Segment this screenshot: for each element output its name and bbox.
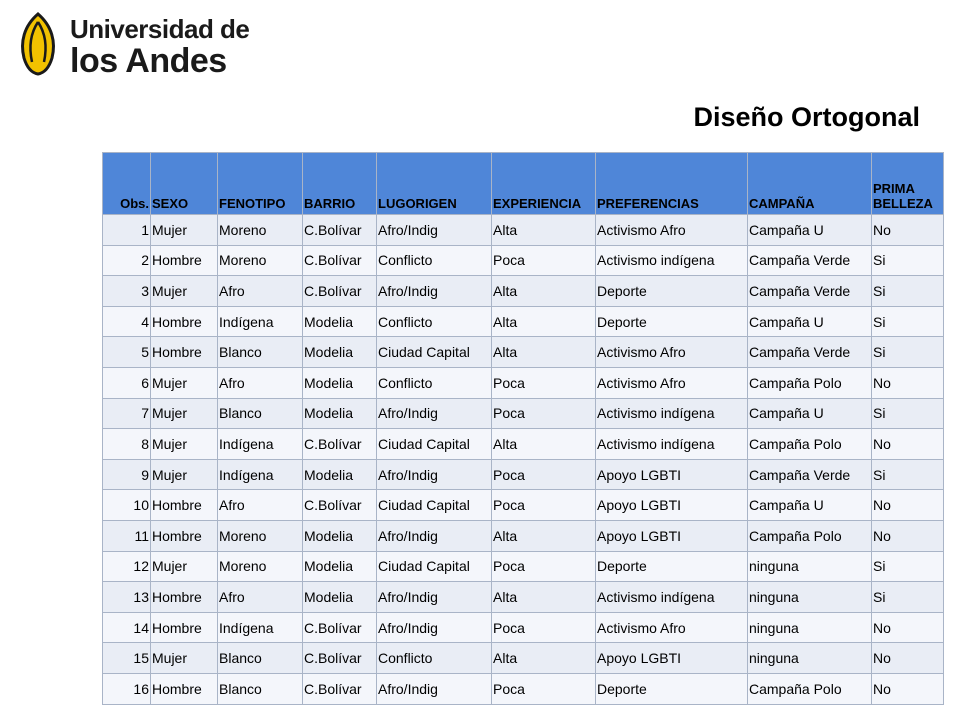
table-cell: Conflicto [377, 306, 492, 337]
table-cell: Si [872, 337, 944, 368]
table-cell: Conflicto [377, 643, 492, 674]
column-header: LUGORIGEN [377, 153, 492, 215]
table-row [103, 367, 944, 398]
table-cell: Deporte [596, 276, 748, 307]
table-cell: Conflicto [377, 245, 492, 276]
table-cell: Alta [492, 337, 596, 368]
table-cell: 13 [103, 582, 151, 613]
table-cell: ninguna [748, 582, 872, 613]
page-title: Diseño Ortogonal [693, 102, 920, 132]
table-cell: Moreno [218, 215, 303, 246]
table-cell: Indígena [218, 306, 303, 337]
logo-emblem-icon [18, 12, 58, 76]
column-header: BARRIO [303, 153, 377, 215]
table-cell: Poca [492, 398, 596, 429]
table-cell: 10 [103, 490, 151, 521]
table-row [103, 337, 944, 368]
column-header: CAMPAÑA [748, 153, 872, 215]
table-cell: Modelia [303, 520, 377, 551]
table-cell: Apoyo LGBTI [596, 490, 748, 521]
table-cell: Conflicto [377, 367, 492, 398]
table-cell: Modelia [303, 337, 377, 368]
table-cell: Blanco [218, 643, 303, 674]
table-cell: Hombre [151, 582, 218, 613]
table-cell: Indígena [218, 429, 303, 460]
table-cell: Activismo indígena [596, 398, 748, 429]
table-cell: Campaña Verde [748, 337, 872, 368]
table-cell: Ciudad Capital [377, 551, 492, 582]
table-cell: No [872, 429, 944, 460]
table-cell: Modelia [303, 551, 377, 582]
table-cell: Activismo indígena [596, 429, 748, 460]
table-row [103, 276, 944, 307]
table-cell: Mujer [151, 459, 218, 490]
table-cell: C.Bolívar [303, 612, 377, 643]
orthogonal-design-table [102, 152, 944, 705]
table-cell: Afro/Indig [377, 398, 492, 429]
table-cell: 6 [103, 367, 151, 398]
table-cell: Mujer [151, 215, 218, 246]
table-cell: Campaña Polo [748, 429, 872, 460]
table-cell: Afro/Indig [377, 673, 492, 704]
table-cell: Deporte [596, 673, 748, 704]
table-cell: Si [872, 398, 944, 429]
table-cell: Afro [218, 367, 303, 398]
table-cell: 14 [103, 612, 151, 643]
column-header: EXPERIENCIA [492, 153, 596, 215]
table-cell: Hombre [151, 337, 218, 368]
table-cell: Alta [492, 215, 596, 246]
table-cell: Blanco [218, 337, 303, 368]
table-row [103, 673, 944, 704]
table-cell: Si [872, 245, 944, 276]
table-row [103, 245, 944, 276]
column-header: PREFERENCIAS [596, 153, 748, 215]
table-row [103, 459, 944, 490]
column-header: FENOTIPO [218, 153, 303, 215]
table-cell: Modelia [303, 398, 377, 429]
table-cell: Campaña U [748, 215, 872, 246]
table-cell: Alta [492, 429, 596, 460]
column-header: PRIMA BELLEZA [872, 153, 944, 215]
table-cell: 9 [103, 459, 151, 490]
table-cell: Moreno [218, 551, 303, 582]
table-cell: 12 [103, 551, 151, 582]
table-cell: Apoyo LGBTI [596, 459, 748, 490]
table-cell: Poca [492, 673, 596, 704]
table-cell: ninguna [748, 551, 872, 582]
table-cell: Activismo indígena [596, 245, 748, 276]
table-cell: C.Bolívar [303, 673, 377, 704]
table-row [103, 643, 944, 674]
table-cell: Modelia [303, 582, 377, 613]
table-cell: Hombre [151, 306, 218, 337]
table-cell: 16 [103, 673, 151, 704]
column-header: Obs. [103, 153, 151, 215]
table-row [103, 306, 944, 337]
table-cell: Hombre [151, 612, 218, 643]
table-cell: Campaña Verde [748, 276, 872, 307]
table-cell: Alta [492, 643, 596, 674]
table-cell: Hombre [151, 520, 218, 551]
table-cell: No [872, 215, 944, 246]
table-cell: C.Bolívar [303, 245, 377, 276]
table-cell: Indígena [218, 612, 303, 643]
table-cell: Campaña Polo [748, 367, 872, 398]
table-row [103, 490, 944, 521]
table-cell: Mujer [151, 367, 218, 398]
table-cell: 5 [103, 337, 151, 368]
table-cell: Alta [492, 276, 596, 307]
table-cell: Alta [492, 306, 596, 337]
table-cell: Afro [218, 490, 303, 521]
table-cell: Campaña Verde [748, 459, 872, 490]
table-cell: 11 [103, 520, 151, 551]
table-cell: Campaña U [748, 398, 872, 429]
table-row [103, 215, 944, 246]
table-cell: Poca [492, 367, 596, 398]
table-cell: Afro/Indig [377, 276, 492, 307]
university-logo [18, 12, 250, 80]
table-cell: Deporte [596, 551, 748, 582]
table-cell: No [872, 367, 944, 398]
table-cell: No [872, 490, 944, 521]
table-cell: Modelia [303, 306, 377, 337]
table-cell: Afro/Indig [377, 612, 492, 643]
table-row [103, 551, 944, 582]
table-cell: Afro [218, 582, 303, 613]
table-cell: Activismo Afro [596, 367, 748, 398]
table-cell: C.Bolívar [303, 643, 377, 674]
table-cell: Afro [218, 276, 303, 307]
table-cell: Campaña U [748, 490, 872, 521]
table-cell: Activismo Afro [596, 337, 748, 368]
table-cell: Mujer [151, 429, 218, 460]
table-cell: Hombre [151, 673, 218, 704]
table-row [103, 582, 944, 613]
table-cell: Afro/Indig [377, 520, 492, 551]
table-cell: Campaña Polo [748, 673, 872, 704]
table-cell: Si [872, 551, 944, 582]
table-cell: Si [872, 276, 944, 307]
table-cell: Ciudad Capital [377, 337, 492, 368]
table-cell: Campaña Polo [748, 520, 872, 551]
table-cell: Activismo indígena [596, 582, 748, 613]
table-cell: C.Bolívar [303, 276, 377, 307]
table-cell: Poca [492, 459, 596, 490]
table-cell: 3 [103, 276, 151, 307]
table-cell: Afro/Indig [377, 459, 492, 490]
table-row [103, 398, 944, 429]
table-row [103, 612, 944, 643]
table-cell: Mujer [151, 551, 218, 582]
table-cell: Poca [492, 245, 596, 276]
table-cell: Alta [492, 582, 596, 613]
logo-text-line1: Universidad de [70, 14, 250, 44]
table-cell: Poca [492, 551, 596, 582]
column-header: SEXO [151, 153, 218, 215]
table-cell: Apoyo LGBTI [596, 643, 748, 674]
table-cell: Si [872, 459, 944, 490]
logo-text-line2: los Andes [70, 42, 227, 80]
table-cell: No [872, 643, 944, 674]
table-cell: Modelia [303, 367, 377, 398]
table-cell: 8 [103, 429, 151, 460]
table-cell: Ciudad Capital [377, 490, 492, 521]
table-cell: 7 [103, 398, 151, 429]
table-cell: Afro/Indig [377, 582, 492, 613]
table-cell: Modelia [303, 459, 377, 490]
table-cell: Hombre [151, 245, 218, 276]
table-row [103, 520, 944, 551]
table-cell: 15 [103, 643, 151, 674]
table-cell: Activismo Afro [596, 612, 748, 643]
table-cell: No [872, 612, 944, 643]
table-cell: Apoyo LGBTI [596, 520, 748, 551]
table-cell: C.Bolívar [303, 215, 377, 246]
table-cell: Mujer [151, 398, 218, 429]
table-cell: Mujer [151, 643, 218, 674]
table-cell: Ciudad Capital [377, 429, 492, 460]
table-cell: 1 [103, 215, 151, 246]
table-cell: No [872, 673, 944, 704]
table-cell: 2 [103, 245, 151, 276]
table-cell: Indígena [218, 459, 303, 490]
table-cell: Campaña U [748, 306, 872, 337]
table-cell: No [872, 520, 944, 551]
table-cell: Afro/Indig [377, 215, 492, 246]
table-cell: Activismo Afro [596, 215, 748, 246]
table-cell: ninguna [748, 643, 872, 674]
table-cell: Blanco [218, 398, 303, 429]
table-cell: Hombre [151, 490, 218, 521]
table-cell: Blanco [218, 673, 303, 704]
table-cell: Alta [492, 520, 596, 551]
table-cell: ninguna [748, 612, 872, 643]
table-cell: Deporte [596, 306, 748, 337]
table-header-row [103, 153, 944, 215]
table-cell: Si [872, 582, 944, 613]
table-cell: Si [872, 306, 944, 337]
table-cell: Mujer [151, 276, 218, 307]
table-cell: Moreno [218, 245, 303, 276]
table-cell: C.Bolívar [303, 429, 377, 460]
table-row [103, 429, 944, 460]
table-cell: 4 [103, 306, 151, 337]
table-cell: Campaña Verde [748, 245, 872, 276]
table-cell: C.Bolívar [303, 490, 377, 521]
table-cell: Poca [492, 612, 596, 643]
table-cell: Moreno [218, 520, 303, 551]
table-cell: Poca [492, 490, 596, 521]
